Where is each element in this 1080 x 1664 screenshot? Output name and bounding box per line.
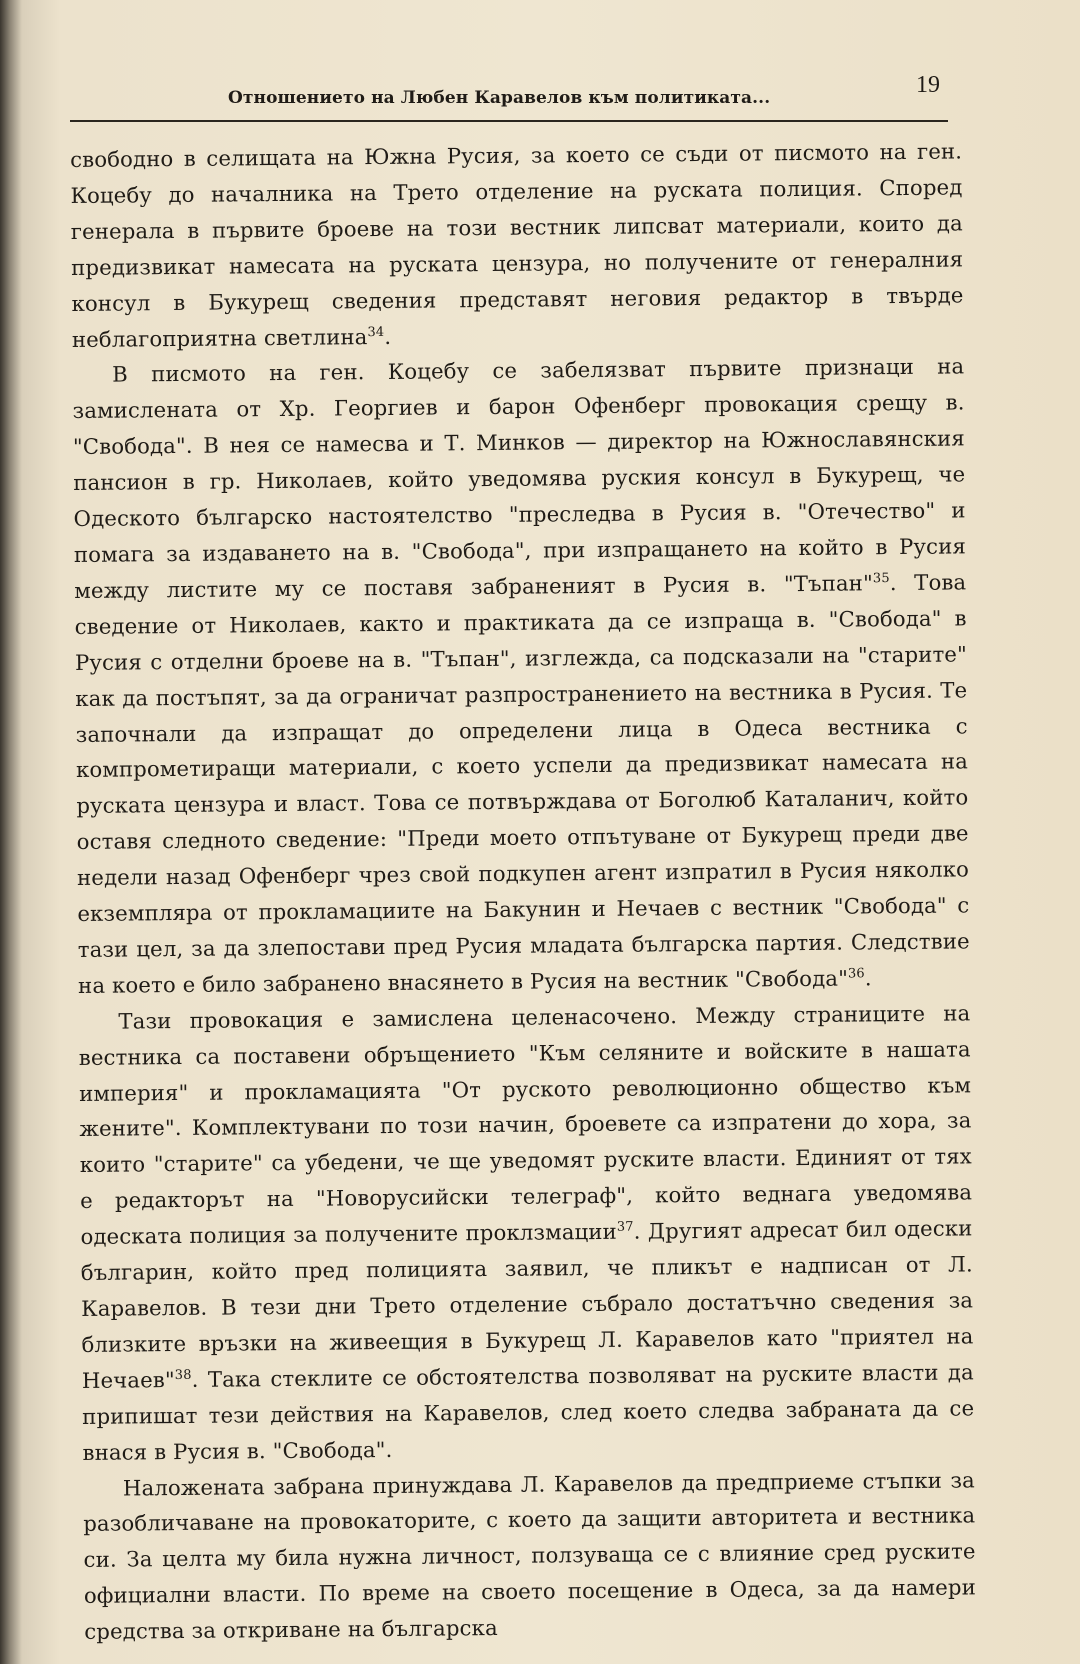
body-text xyxy=(70,133,976,1650)
text-run: . xyxy=(384,323,392,349)
running-title: Отношението на Любен Каравелов към политиката... xyxy=(228,88,771,108)
text-run: Тази провокация е замислена целенасочено. Между страниците на вестника са поставени обръщението "Към селяните и войските в нашата империя" и прокламацията "От руското революционно общество към жените". Комплектувани по този начин, броевете са изпратени до хора, за които "старите" са убедени, че ще уведомят руските власти. Единият от тях е редакторът на "Новорусийски телеграф", който веднага уведомява одеската полиция за получените проклзмации xyxy=(78,1000,973,1250)
paragraph-4 xyxy=(83,1462,977,1650)
page-header xyxy=(70,72,948,122)
footnote-ref-36: 36 xyxy=(847,966,865,982)
paragraph-3 xyxy=(78,995,974,1470)
header-rule xyxy=(70,120,948,122)
footnote-ref-34: 34 xyxy=(367,324,385,340)
text-run: В писмото на ген. Коцебу се забелязват първите признаци на замислената от Хр. Георгиев и барон Офенберг провокация срещу в. "Свобода". В нея се намесва и Т. Минков — директор на Южнославянския пансион в гр. Николаев, който уведомява руския консул в Букурещ, че Одеското българско настоятелство "преследва в Русия в. "Отечество" и помага за издаването на в. "Свобода", при изпращането на който в Русия между листите му се поставя забраненият в Русия в. "Тъпан" xyxy=(72,353,967,603)
footnote-ref-35: 35 xyxy=(872,570,890,587)
paragraph-1 xyxy=(70,133,964,357)
text-run: Наложената забрана принуждава Л. Каравелов да предприеме стъпки за разобличаване на провокаторите, с което да защити авторитета и вестника си. За целта му била нужна личност, ползуваща се с влияние сред руските официални власти. По време на своето посещение в Одеса, за да намери средства за откриване на българска xyxy=(83,1466,977,1645)
text-run: . xyxy=(864,965,872,991)
page-number: 19 xyxy=(916,72,940,98)
footnote-ref-38: 38 xyxy=(174,1367,192,1383)
text-run: . Това сведение от Николаев, както и практиката да се изпраща в. "Свобода" в Русия с отделни броеве на в. "Тъпан", изглежда, са подсказали на "старите" как да постъпят, за да ограничат разпространението на вестника в Русия. Те започнали да изпращат до определени лица в Одеса вестника с компрометиращи материали, с което успели да предизвикат намесата на руската цензура и власт. Това се потвърждава от Боголюб Каталанич, който оставя следното сведение: "Преди моето отпътуване от Букурещ преди две недели назад Офенберг чрез свой подкупен агент изпратил в Русия няколко екземпляра от прокламациите на Бакунин и Нечаев с вестник "Свобода" с тази цел, за да злепостави пред Русия младата българска партия. Следствие на което е било забранено внасянето в Русия на вестник "Свобода" xyxy=(74,569,970,998)
text-run: . Така стеклите се обстоятелства позволяват на руските власти да припишат тези действия на Каравелов, след което следва забраната да се внася в Русия в. "Свобода". xyxy=(82,1359,975,1465)
text-run: свободно в селищата на Южна Русия, за което се съди от писмото на ген. Коцебу до началника на Трето отделение на руската полиция. Според генерала в първите броеве на този вестник липсват материали, които да предизвикат намесата на руската цензура, но получените от генералния консул в Букурещ сведения представят неговия редактор в твърде неблагоприятна светлина xyxy=(70,138,964,352)
text-run: . Другият адресат бил одески българин, който пред полицията заявил, че пликът е надписан от Л. Каравелов. В тези дни Трето отделение събрало достатъчно сведения за близките връзки на живеещия в Букурещ Л. Каравелов като "приятел на Нечаев" xyxy=(80,1215,974,1393)
footnote-ref-37: 37 xyxy=(616,1219,634,1235)
paragraph-2 xyxy=(72,349,970,1004)
